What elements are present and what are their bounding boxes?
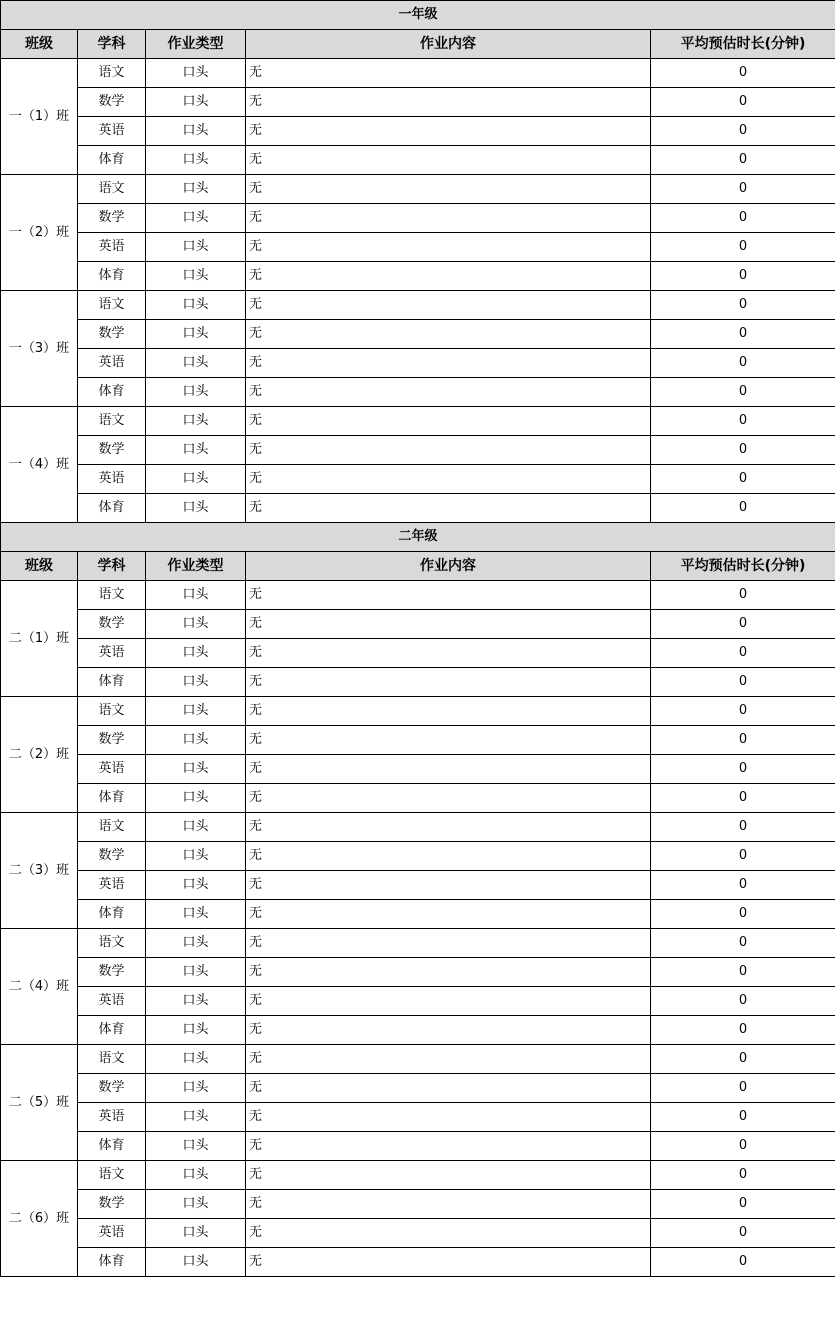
duration-cell: 0 [651,610,835,639]
header-row [1,30,835,59]
duration-cell: 0 [651,900,835,929]
homework-type-cell: 口头 [146,233,246,262]
table-row [1,1016,835,1045]
duration-cell: 0 [651,1248,835,1277]
homework-content-cell: 无 [246,987,651,1016]
class-name-cell: 二（6）班 [1,1161,78,1277]
subject-cell: 体育 [78,1248,146,1277]
table-row [1,697,835,726]
homework-content-cell: 无 [246,842,651,871]
subject-cell: 英语 [78,1219,146,1248]
duration-cell: 0 [651,958,835,987]
duration-cell: 0 [651,349,835,378]
grade-title-row [1,523,835,552]
homework-content-cell: 无 [246,117,651,146]
homework-content-cell: 无 [246,726,651,755]
duration-cell: 0 [651,987,835,1016]
homework-content-cell: 无 [246,1190,651,1219]
homework-content-cell: 无 [246,175,651,204]
homework-type-cell: 口头 [146,349,246,378]
subject-cell: 体育 [78,1132,146,1161]
subject-cell: 语文 [78,407,146,436]
duration-cell: 0 [651,320,835,349]
subject-cell: 英语 [78,987,146,1016]
homework-content-cell: 无 [246,1248,651,1277]
subject-cell: 体育 [78,1016,146,1045]
homework-content-cell: 无 [246,958,651,987]
homework-type-cell: 口头 [146,813,246,842]
homework-type-cell: 口头 [146,494,246,523]
homework-type-cell: 口头 [146,407,246,436]
grade-title: 二年级 [1,523,835,552]
subject-cell: 体育 [78,378,146,407]
table-row [1,378,835,407]
duration-cell: 0 [651,378,835,407]
homework-type-cell: 口头 [146,1016,246,1045]
subject-cell: 语文 [78,581,146,610]
class-name-cell: 二（3）班 [1,813,78,929]
class-name-cell: 二（1）班 [1,581,78,697]
table-row [1,668,835,697]
table-row [1,320,835,349]
duration-cell: 0 [651,697,835,726]
subject-cell: 语文 [78,59,146,88]
homework-type-cell: 口头 [146,436,246,465]
subject-cell: 数学 [78,726,146,755]
homework-type-cell: 口头 [146,842,246,871]
table-row [1,755,835,784]
table-row [1,1219,835,1248]
homework-content-cell: 无 [246,291,651,320]
duration-cell: 0 [651,1016,835,1045]
duration-cell: 0 [651,871,835,900]
duration-cell: 0 [651,175,835,204]
subject-cell: 体育 [78,900,146,929]
subject-cell: 体育 [78,668,146,697]
subject-cell: 英语 [78,1103,146,1132]
subject-cell: 语文 [78,929,146,958]
grade-title-row [1,1,835,30]
class-name-cell: 二（2）班 [1,697,78,813]
homework-type-cell: 口头 [146,378,246,407]
table-row [1,59,835,88]
class-name-cell: 一（2）班 [1,175,78,291]
homework-type-cell: 口头 [146,871,246,900]
homework-content-cell: 无 [246,639,651,668]
duration-cell: 0 [651,59,835,88]
table-row [1,726,835,755]
homework-type-cell: 口头 [146,639,246,668]
duration-cell: 0 [651,813,835,842]
type-header: 作业类型 [146,30,246,59]
homework-type-cell: 口头 [146,1074,246,1103]
homework-type-cell: 口头 [146,900,246,929]
duration-cell: 0 [651,1190,835,1219]
homework-content-cell: 无 [246,1103,651,1132]
table-row [1,987,835,1016]
homework-type-cell: 口头 [146,88,246,117]
homework-type-cell: 口头 [146,726,246,755]
table-row [1,407,835,436]
duration-cell: 0 [651,842,835,871]
duration-cell: 0 [651,465,835,494]
table-row [1,233,835,262]
duration-cell: 0 [651,1103,835,1132]
table-row [1,146,835,175]
subject-cell: 体育 [78,494,146,523]
homework-type-cell: 口头 [146,987,246,1016]
homework-content-cell: 无 [246,59,651,88]
duration-cell: 0 [651,581,835,610]
subject-cell: 数学 [78,1190,146,1219]
homework-type-cell: 口头 [146,1132,246,1161]
subject-cell: 英语 [78,117,146,146]
subject-cell: 英语 [78,871,146,900]
subject-cell: 体育 [78,784,146,813]
duration-cell: 0 [651,262,835,291]
homework-content-cell: 无 [246,755,651,784]
homework-type-cell: 口头 [146,1248,246,1277]
table-row [1,929,835,958]
table-row [1,842,835,871]
duration-cell: 0 [651,726,835,755]
table-row [1,175,835,204]
table-row [1,204,835,233]
subject-cell: 英语 [78,465,146,494]
table-row [1,1132,835,1161]
duration-cell: 0 [651,204,835,233]
subject-cell: 数学 [78,1074,146,1103]
type-header: 作业类型 [146,552,246,581]
homework-type-cell: 口头 [146,1161,246,1190]
table-row [1,610,835,639]
homework-content-cell: 无 [246,1045,651,1074]
table-row [1,1074,835,1103]
duration-header: 平均预估时长(分钟) [651,552,835,581]
table-row [1,88,835,117]
homework-type-cell: 口头 [146,320,246,349]
subject-cell: 语文 [78,1045,146,1074]
duration-cell: 0 [651,639,835,668]
table-row [1,1045,835,1074]
duration-cell: 0 [651,117,835,146]
homework-content-cell: 无 [246,900,651,929]
homework-type-cell: 口头 [146,1190,246,1219]
table-row [1,871,835,900]
duration-cell: 0 [651,88,835,117]
table-row [1,900,835,929]
homework-type-cell: 口头 [146,59,246,88]
homework-content-cell: 无 [246,1074,651,1103]
subject-cell: 体育 [78,146,146,175]
homework-type-cell: 口头 [146,465,246,494]
homework-type-cell: 口头 [146,581,246,610]
homework-content-cell: 无 [246,610,651,639]
homework-type-cell: 口头 [146,262,246,291]
class-name-cell: 一（3）班 [1,291,78,407]
table-row [1,958,835,987]
homework-type-cell: 口头 [146,291,246,320]
homework-type-cell: 口头 [146,1045,246,1074]
homework-content-cell: 无 [246,697,651,726]
duration-cell: 0 [651,1045,835,1074]
duration-cell: 0 [651,929,835,958]
subject-cell: 数学 [78,610,146,639]
table-row [1,291,835,320]
grade-title: 一年级 [1,1,835,30]
homework-content-cell: 无 [246,378,651,407]
subject-header: 学科 [78,30,146,59]
homework-content-cell: 无 [246,349,651,378]
table-row [1,117,835,146]
table-row [1,465,835,494]
class-header: 班级 [1,552,78,581]
duration-cell: 0 [651,407,835,436]
table-row [1,1190,835,1219]
duration-header: 平均预估时长(分钟) [651,30,835,59]
subject-cell: 语文 [78,813,146,842]
homework-type-cell: 口头 [146,755,246,784]
homework-content-cell: 无 [246,1161,651,1190]
homework-type-cell: 口头 [146,175,246,204]
homework-content-cell: 无 [246,1132,651,1161]
subject-cell: 数学 [78,320,146,349]
homework-content-cell: 无 [246,436,651,465]
class-name-cell: 一（4）班 [1,407,78,523]
homework-type-cell: 口头 [146,117,246,146]
duration-cell: 0 [651,784,835,813]
header-row [1,552,835,581]
subject-cell: 英语 [78,233,146,262]
homework-content-cell: 无 [246,465,651,494]
duration-cell: 0 [651,1219,835,1248]
homework-content-cell: 无 [246,1016,651,1045]
homework-content-cell: 无 [246,494,651,523]
content-header: 作业内容 [246,30,651,59]
content-header: 作业内容 [246,552,651,581]
duration-cell: 0 [651,291,835,320]
table-row [1,494,835,523]
homework-type-cell: 口头 [146,668,246,697]
duration-cell: 0 [651,233,835,262]
subject-header: 学科 [78,552,146,581]
table-row [1,813,835,842]
subject-cell: 数学 [78,842,146,871]
homework-content-cell: 无 [246,1219,651,1248]
table-row [1,784,835,813]
class-name-cell: 二（5）班 [1,1045,78,1161]
homework-type-cell: 口头 [146,697,246,726]
subject-cell: 英语 [78,639,146,668]
subject-cell: 数学 [78,436,146,465]
duration-cell: 0 [651,668,835,697]
homework-content-cell: 无 [246,146,651,175]
duration-cell: 0 [651,436,835,465]
homework-content-cell: 无 [246,784,651,813]
homework-type-cell: 口头 [146,1219,246,1248]
subject-cell: 语文 [78,175,146,204]
homework-content-cell: 无 [246,204,651,233]
homework-content-cell: 无 [246,581,651,610]
table-row [1,349,835,378]
homework-content-cell: 无 [246,668,651,697]
subject-cell: 英语 [78,755,146,784]
homework-type-cell: 口头 [146,958,246,987]
subject-cell: 语文 [78,1161,146,1190]
subject-cell: 数学 [78,204,146,233]
duration-cell: 0 [651,755,835,784]
homework-content-cell: 无 [246,871,651,900]
homework-content-cell: 无 [246,88,651,117]
duration-cell: 0 [651,1161,835,1190]
class-name-cell: 一（1）班 [1,59,78,175]
homework-type-cell: 口头 [146,1103,246,1132]
homework-content-cell: 无 [246,262,651,291]
subject-cell: 数学 [78,88,146,117]
subject-cell: 体育 [78,262,146,291]
table-row [1,639,835,668]
duration-cell: 0 [651,1074,835,1103]
homework-type-cell: 口头 [146,784,246,813]
homework-type-cell: 口头 [146,204,246,233]
subject-cell: 英语 [78,349,146,378]
homework-table-body [1,1,835,1277]
duration-cell: 0 [651,494,835,523]
duration-cell: 0 [651,146,835,175]
homework-type-cell: 口头 [146,146,246,175]
subject-cell: 语文 [78,291,146,320]
homework-content-cell: 无 [246,407,651,436]
subject-cell: 语文 [78,697,146,726]
table-row [1,436,835,465]
class-name-cell: 二（4）班 [1,929,78,1045]
homework-content-cell: 无 [246,233,651,262]
table-row [1,1248,835,1277]
homework-content-cell: 无 [246,320,651,349]
table-row [1,262,835,291]
homework-content-cell: 无 [246,929,651,958]
duration-cell: 0 [651,1132,835,1161]
homework-content-cell: 无 [246,813,651,842]
class-header: 班级 [1,30,78,59]
homework-type-cell: 口头 [146,929,246,958]
table-row [1,581,835,610]
table-row [1,1103,835,1132]
homework-type-cell: 口头 [146,610,246,639]
table-row [1,1161,835,1190]
subject-cell: 数学 [78,958,146,987]
